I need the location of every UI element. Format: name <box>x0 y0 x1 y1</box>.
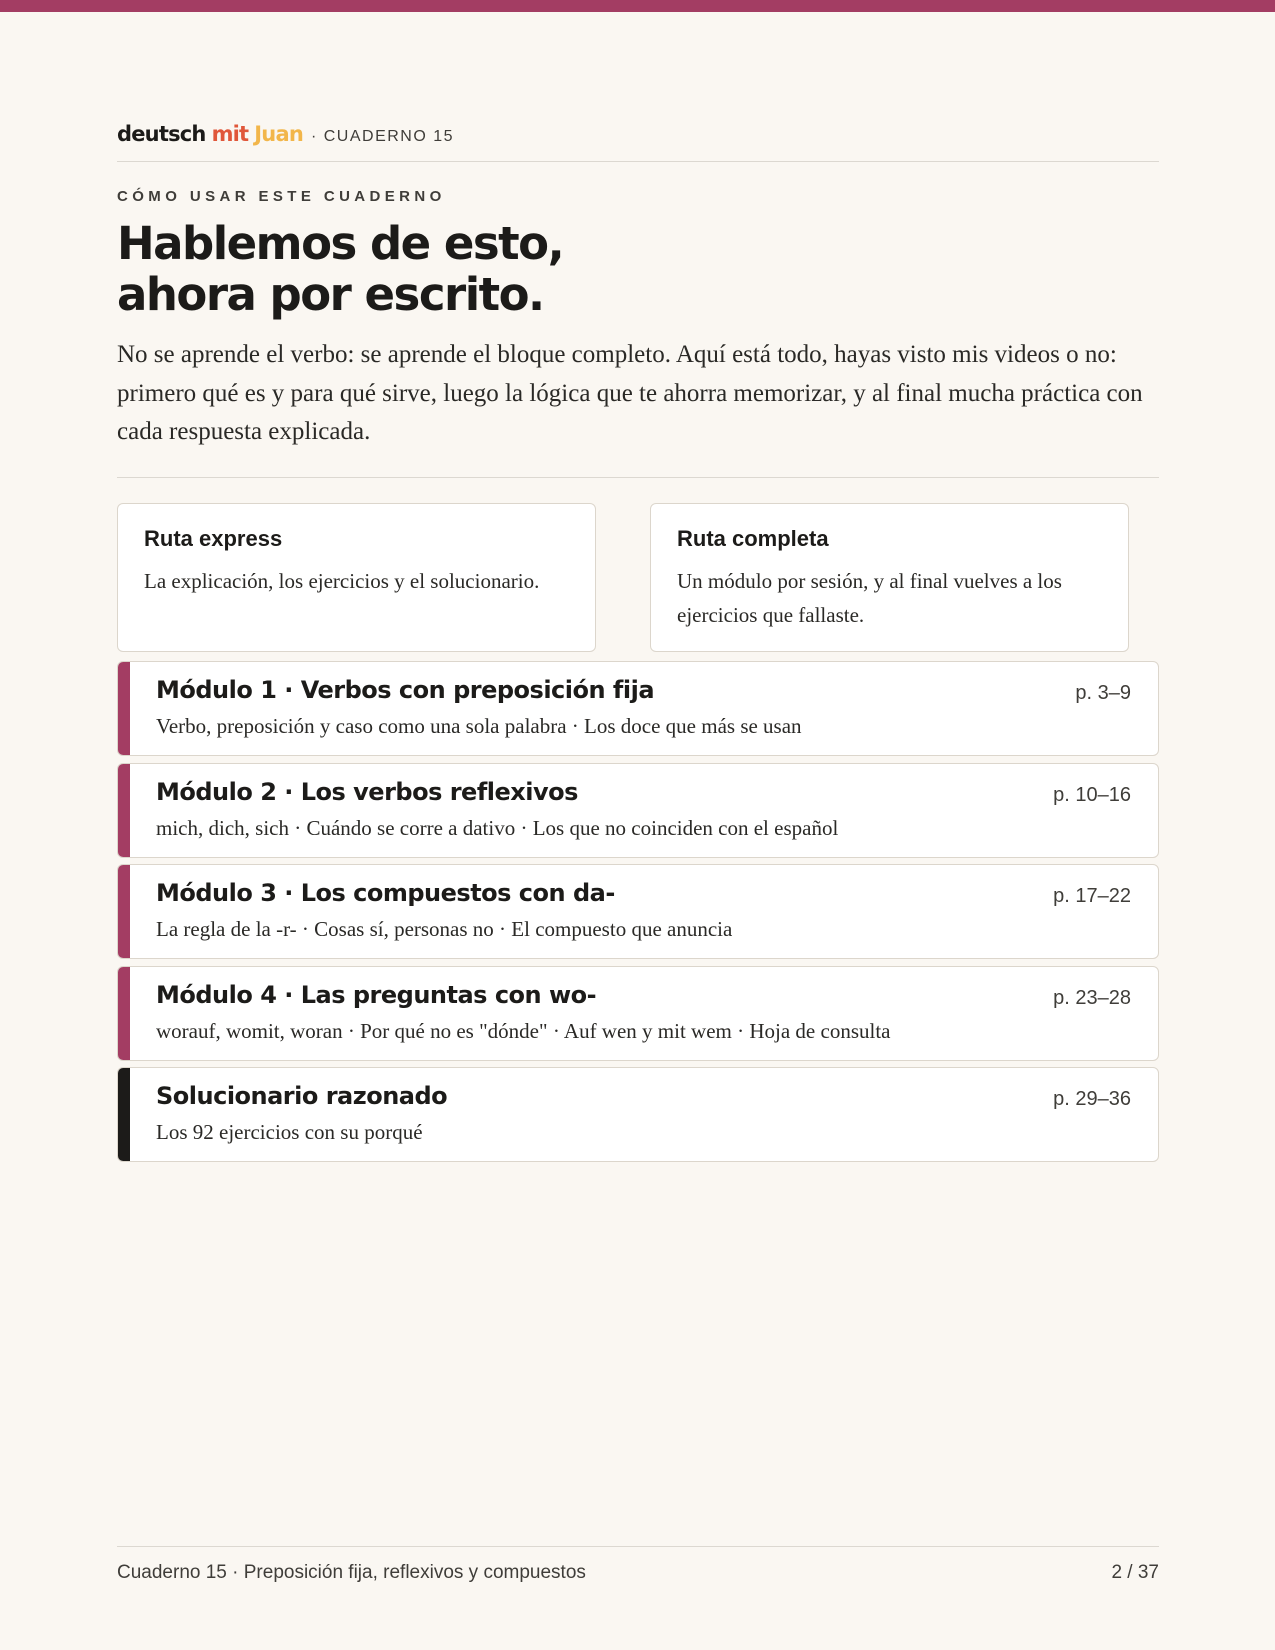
module-description: Verbo, preposición y caso como una sola palabra · Los doce que más se usan <box>156 714 802 738</box>
module-title: Módulo 2 · Los verbos reflexivos <box>156 778 578 806</box>
module-row-4[interactable] <box>117 966 1159 1061</box>
module-page-range: p. 3–9 <box>1075 682 1131 704</box>
module-description: La regla de la -r- · Cosas sí, personas no · El compuesto que anuncia <box>156 917 733 941</box>
page-number: 2 / 37 <box>1111 1562 1159 1583</box>
module-accent-bar <box>118 967 130 1060</box>
logo-word-deutsch: deutsch <box>117 122 206 146</box>
footer-title: Cuaderno 15 · Preposición fija, reflexivos y compuestos <box>117 1562 586 1583</box>
route-card-express <box>117 503 596 652</box>
header-subtitle: · CUADERNO 15 <box>310 128 455 145</box>
logo-word-juan: Juan <box>254 122 303 146</box>
footer-divider <box>117 1546 1159 1547</box>
brand-logo <box>117 122 303 146</box>
section-eyebrow: CÓMO USAR ESTE CUADERNO <box>117 188 446 205</box>
top-accent-bar <box>0 0 1275 12</box>
module-page-range: p. 17–22 <box>1053 885 1131 907</box>
module-accent-bar <box>118 865 130 958</box>
module-title: Solucionario razonado <box>156 1082 448 1110</box>
module-row-1[interactable] <box>117 661 1159 756</box>
header-divider <box>117 161 1159 162</box>
module-description: worauf, womit, woran · Por qué no es "dónde" · Auf wen y mit wem · Hoja de consulta <box>156 1019 891 1043</box>
intro-paragraph: No se aprende el verbo: se aprende el bloque completo. Aquí está todo, hayas visto mis videos o no: primero qué es y para qué sirve, luego la lógica que te ahorra memorizar, y al final mucha práctica con cada respuesta explicada. <box>117 341 1143 445</box>
route-description: Un módulo por sesión, y al final vuelves a los ejercicios que fallaste. <box>677 569 1062 627</box>
module-row-solutions[interactable] <box>117 1067 1159 1162</box>
route-description: La explicación, los ejercicios y el solucionario. <box>144 569 540 593</box>
intro-divider <box>117 477 1159 478</box>
logo-word-mit: mit <box>211 122 249 146</box>
module-title: Módulo 1 · Verbos con preposición fija <box>156 676 655 704</box>
module-description: Los 92 ejercicios con su porqué <box>156 1120 423 1144</box>
route-title: Ruta express <box>144 526 283 551</box>
module-accent-bar <box>118 1068 130 1161</box>
module-description: mich, dich, sich · Cuándo se corre a dativo · Los que no coinciden con el español <box>156 816 839 840</box>
page-header <box>117 122 1159 146</box>
module-row-2[interactable] <box>117 763 1159 858</box>
module-row-3[interactable] <box>117 864 1159 959</box>
route-title: Ruta completa <box>677 526 829 551</box>
module-accent-bar <box>118 764 130 857</box>
page-title <box>117 218 563 320</box>
page-title-line-2: ahora por escrito. <box>117 268 544 321</box>
route-card-complete <box>650 503 1129 652</box>
module-page-range: p. 29–36 <box>1053 1088 1131 1110</box>
module-page-range: p. 23–28 <box>1053 987 1131 1009</box>
module-title: Módulo 3 · Los compuestos con da- <box>156 879 615 907</box>
page-title-line-1: Hablemos de esto, <box>117 217 564 270</box>
module-accent-bar <box>118 662 130 755</box>
module-title: Módulo 4 · Las preguntas con wo- <box>156 981 597 1009</box>
module-page-range: p. 10–16 <box>1053 784 1131 806</box>
